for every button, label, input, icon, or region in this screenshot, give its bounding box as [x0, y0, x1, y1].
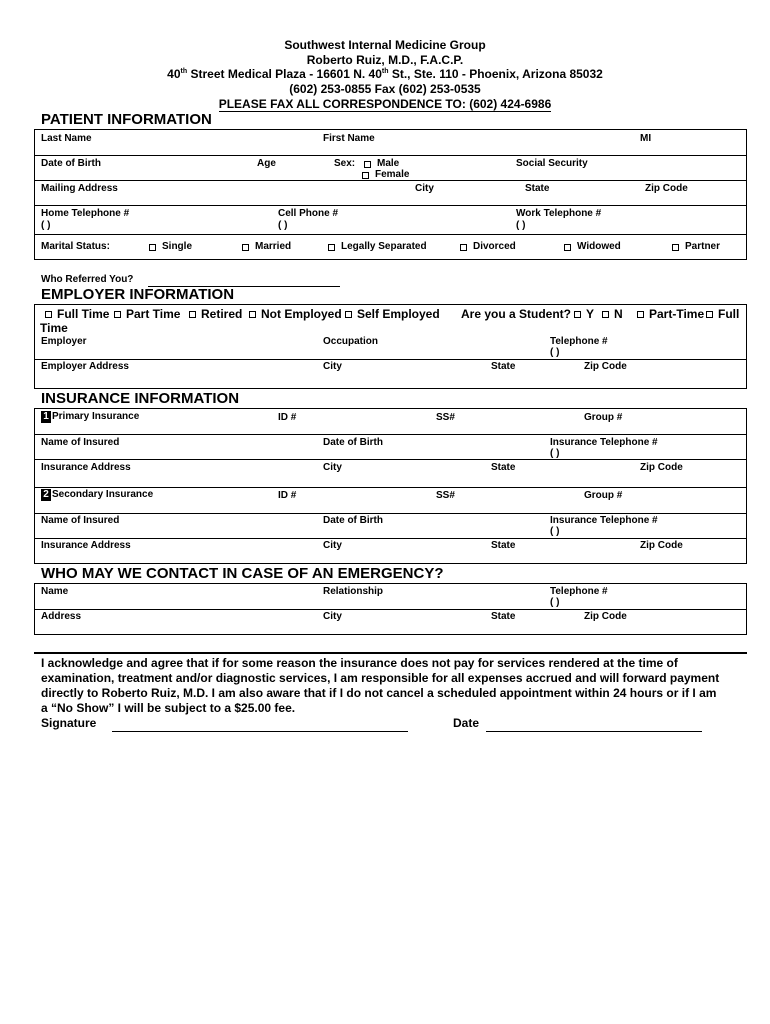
emergency-state-field[interactable]: State	[491, 611, 516, 622]
female-checkbox[interactable]	[362, 172, 369, 179]
sex-label: Sex:	[334, 158, 356, 169]
student-full-time-checkbox[interactable]	[706, 311, 713, 318]
patient-section-title: PATIENT INFORMATION	[41, 111, 212, 128]
not-employed-checkbox[interactable]	[249, 311, 256, 318]
divider	[34, 513, 747, 514]
emergency-relationship-field[interactable]: Relationship	[323, 586, 384, 597]
secondary-insured-dob-field[interactable]: Date of Birth	[323, 515, 383, 526]
primary-insurance-city-field[interactable]: City	[323, 462, 342, 473]
secondary-insurance-field[interactable]: 2 Secondary Insurance	[41, 489, 153, 501]
divider	[34, 180, 747, 181]
divorced-label: Divorced	[473, 241, 516, 252]
marital-status-label: Marital Status:	[41, 241, 110, 252]
student-part-time-label: Part-Time	[649, 307, 705, 321]
employer-state-field[interactable]: State	[491, 361, 516, 372]
cell-phone-field[interactable]: Cell Phone #	[278, 208, 339, 219]
divider	[34, 538, 747, 539]
retired-checkbox[interactable]	[189, 311, 196, 318]
not-employed-label: Not Employed	[261, 307, 342, 321]
city-field[interactable]: City	[415, 183, 434, 194]
state-field[interactable]: State	[525, 183, 550, 194]
student-no-checkbox[interactable]	[602, 311, 609, 318]
married-checkbox[interactable]	[242, 244, 249, 251]
retired-label: Retired	[201, 307, 243, 321]
employer-field[interactable]: Employer	[41, 336, 87, 347]
part-time-checkbox[interactable]	[114, 311, 121, 318]
phone-parens: ( )	[278, 220, 288, 231]
secondary-insurance-telephone-field[interactable]: Insurance Telephone #	[550, 515, 658, 526]
employer-city-field[interactable]: City	[323, 361, 342, 372]
female-label: Female	[375, 169, 410, 180]
age-field[interactable]: Age	[257, 158, 276, 169]
self-employed-checkbox[interactable]	[345, 311, 352, 318]
student-part-time-checkbox[interactable]	[637, 311, 644, 318]
emergency-city-field[interactable]: City	[323, 611, 342, 622]
widowed-checkbox[interactable]	[564, 244, 571, 251]
primary-id-field[interactable]: ID #	[278, 412, 297, 423]
primary-insurance-telephone-field[interactable]: Insurance Telephone #	[550, 437, 658, 448]
signature-line[interactable]	[112, 731, 408, 732]
agreement-divider	[34, 652, 747, 654]
emergency-address-field[interactable]: Address	[41, 611, 82, 622]
practice-address: 40th Street Medical Plaza - 16601 N. 40th St., Ste. 110 - Phoenix, Arizona 85032	[167, 67, 603, 81]
secondary-insurance-address-field[interactable]: Insurance Address	[41, 540, 131, 551]
partner-checkbox[interactable]	[672, 244, 679, 251]
zip-field[interactable]: Zip Code	[645, 183, 688, 194]
student-no-label: N	[614, 307, 623, 321]
primary-insured-name-field[interactable]: Name of Insured	[41, 437, 120, 448]
time-label: Time	[40, 321, 68, 335]
male-label: Male	[377, 158, 400, 169]
divider	[34, 359, 747, 360]
secondary-number-badge: 2	[41, 489, 51, 501]
secondary-id-field[interactable]: ID #	[278, 490, 297, 501]
full-time-label: Full Time	[57, 307, 110, 321]
first-name-field[interactable]: First Name	[323, 133, 375, 144]
employer-zip-field[interactable]: Zip Code	[584, 361, 627, 372]
mailing-address-field[interactable]: Mailing Address	[41, 183, 118, 194]
signature-label: Signature	[41, 716, 97, 730]
employer-section-title: EMPLOYER INFORMATION	[41, 286, 235, 303]
practice-phones: (602) 253-0855 Fax (602) 253-0535	[289, 82, 481, 96]
primary-insurance-state-field[interactable]: State	[491, 462, 516, 473]
fax-note: PLEASE FAX ALL CORRESPONDENCE TO: (602) 424-6986	[218, 97, 552, 111]
primary-group-field[interactable]: Group #	[584, 412, 623, 423]
single-label: Single	[162, 241, 193, 252]
divider	[34, 459, 747, 460]
secondary-insurance-state-field[interactable]: State	[491, 540, 516, 551]
primary-insurance-zip-field[interactable]: Zip Code	[640, 462, 683, 473]
work-telephone-field[interactable]: Work Telephone #	[516, 208, 602, 219]
divider	[34, 234, 747, 235]
emergency-section-title: WHO MAY WE CONTACT IN CASE OF AN EMERGENCY?	[41, 565, 444, 582]
separated-label: Legally Separated	[341, 241, 427, 252]
divider	[34, 205, 747, 206]
employer-telephone-field[interactable]: Telephone #	[550, 336, 608, 347]
employer-address-field[interactable]: Employer Address	[41, 361, 129, 372]
practice-name: Southwest Internal Medicine Group	[284, 38, 486, 52]
separated-checkbox[interactable]	[328, 244, 335, 251]
full-time-checkbox[interactable]	[45, 311, 52, 318]
primary-insurance-address-field[interactable]: Insurance Address	[41, 462, 131, 473]
secondary-insurance-zip-field[interactable]: Zip Code	[640, 540, 683, 551]
divider	[34, 609, 747, 610]
divorced-checkbox[interactable]	[460, 244, 467, 251]
student-yes-checkbox[interactable]	[574, 311, 581, 318]
primary-number-badge: 1	[41, 411, 51, 423]
ssn-field[interactable]: Social Security	[516, 158, 588, 169]
divider	[34, 155, 747, 156]
secondary-ss-field[interactable]: SS#	[436, 490, 455, 501]
mi-field[interactable]: MI	[640, 133, 652, 144]
primary-insured-dob-field[interactable]: Date of Birth	[323, 437, 383, 448]
date-line[interactable]	[486, 731, 702, 732]
married-label: Married	[255, 241, 292, 252]
phone-parens: ( )	[516, 220, 526, 231]
self-employed-label: Self Employed	[357, 307, 440, 321]
student-question: Are you a Student?	[461, 307, 572, 321]
widowed-label: Widowed	[577, 241, 621, 252]
insurance-section-title: INSURANCE INFORMATION	[41, 390, 240, 407]
primary-ss-field[interactable]: SS#	[436, 412, 455, 423]
emergency-name-field[interactable]: Name	[41, 586, 69, 597]
part-time-label: Part Time	[126, 307, 181, 321]
secondary-insured-name-field[interactable]: Name of Insured	[41, 515, 120, 526]
home-telephone-field[interactable]: Home Telephone #	[41, 208, 130, 219]
phone-parens: ( )	[41, 220, 51, 231]
primary-insurance-field[interactable]: 1 Primary Insurance	[41, 411, 139, 423]
secondary-insurance-city-field[interactable]: City	[323, 540, 342, 551]
single-checkbox[interactable]	[149, 244, 156, 251]
phone-parens: ( )	[550, 448, 560, 459]
divider	[34, 434, 747, 435]
date-label: Date	[453, 716, 480, 730]
phone-parens: ( )	[550, 347, 560, 358]
student-yes-label: Y	[586, 307, 595, 321]
referred-by-label: Who Referred You?	[41, 274, 134, 285]
student-full-label: Full	[718, 307, 740, 321]
secondary-group-field[interactable]: Group #	[584, 490, 623, 501]
last-name-field[interactable]: Last Name	[41, 133, 92, 144]
male-checkbox[interactable]	[364, 161, 371, 168]
phone-parens: ( )	[550, 526, 560, 537]
agreement-text: I acknowledge and agree that if for some reason the insurance does not pay for services rendered at the time of examination, treatment and/or diagnostic services, I am responsible for all expenses accrued and will forward payment directly to Roberto Ruiz, M.D. I am also aware that if I do not cancel a scheduled appointment within 24 hours or if I am a “No Show” I will be subject to a $25.00 fee.	[41, 656, 720, 715]
phone-parens: ( )	[550, 597, 560, 608]
divider	[34, 487, 747, 488]
emergency-telephone-field[interactable]: Telephone #	[550, 586, 608, 597]
emergency-zip-field[interactable]: Zip Code	[584, 611, 627, 622]
partner-label: Partner	[685, 241, 721, 252]
doctor-name: Roberto Ruiz, M.D., F.A.C.P.	[306, 53, 464, 67]
occupation-field[interactable]: Occupation	[323, 336, 379, 347]
dob-field[interactable]: Date of Birth	[41, 158, 101, 169]
